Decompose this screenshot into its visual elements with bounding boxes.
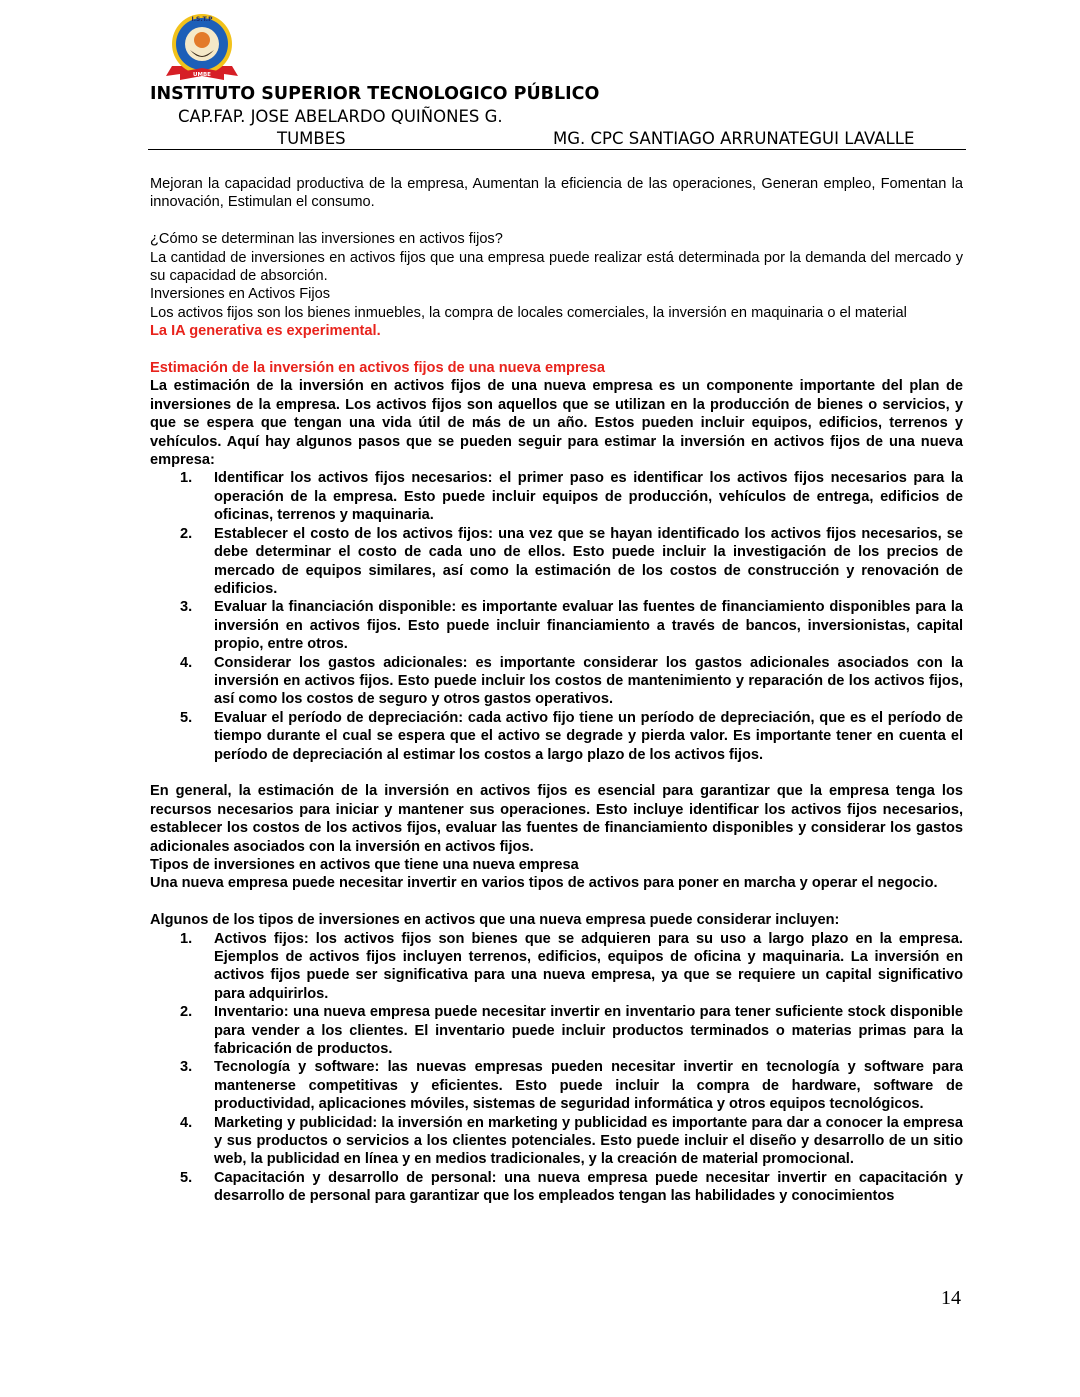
paragraph-benefits: Mejoran la capacidad productiva de la empresa, Aumentan la eficiencia de las operaciones, Generan empleo, Fomentan la innovación, Estimulan el consumo. <box>150 176 963 211</box>
institution-title: INSTITUTO SUPERIOR TECNOLOGICO PÚBLICO <box>150 84 600 104</box>
document-body <box>150 175 963 1206</box>
logo-top-text: I.S.T.P <box>191 16 213 23</box>
ai-disclaimer: La IA generativa es experimental. <box>150 323 381 340</box>
section-title: Estimación de la inversión en activos fijos de una nueva empresa <box>150 360 606 377</box>
institution-logo <box>166 10 238 84</box>
question-heading: ¿Cómo se determinan las inversiones en activos fijos? <box>150 231 503 248</box>
paragraph-intro: La estimación de la inversión en activos fijos de una nueva empresa es un componente importante del plan de inversiones de la empresa. Los activos fijos son aquellos que se utilizan en la producción de bienes o servicios, y que se espera que tengan una vida útil de más de un año. Estos pueden incluir equipos, edificios, terrenos y vehículos. Aquí hay algunos pasos que se pueden seguir para estimar la inversión en activos fijos de una nueva empresa: <box>150 378 963 469</box>
subheading-investment-types: Tipos de inversiones en activos que tiene una nueva empresa <box>150 856 579 873</box>
header-divider <box>148 149 966 150</box>
author-name: MG. CPC SANTIAGO ARRUNATEGUI LAVALLE <box>553 129 915 148</box>
institution-city: TUMBES <box>277 129 346 148</box>
paragraph-fixed-assets: Los activos fijos son los bienes inmuebles, la compra de locales comerciales, la inversión en maquinaria o el material <box>150 304 907 321</box>
list-item: 1. Activos fijos: los activos fijos son bienes que se adquieren para su uso a largo plazo en la empresa. Ejemplos de activos fijos incluyen terrenos, edificios, equipos de oficina y maquinaria. La inversión en activos fijos puede ser significativa para una nueva empresa, ya que se requiere un capital significativo para adquirirlos. <box>180 930 963 1002</box>
paragraph-new-business: Una nueva empresa puede necesitar invertir en varios tipos de activos para poner en marcha y operar el negocio. <box>150 875 938 892</box>
paragraph-determination: La cantidad de inversiones en activos fijos que una empresa puede realizar está determinada por la demanda del mercado y su capacidad de absorción. <box>150 249 963 285</box>
list-item: 3. Evaluar la financiación disponible: es importante evaluar las fuentes de financiamiento disponibles para la inversión en activos fijos. Esto puede incluir financiamiento a través de bancos, inversionistas, capital propio, entre otros. <box>180 599 963 653</box>
list-item: 4. Considerar los gastos adicionales: es importante considerar los gastos adicionales asociados con la inversión en activos fijos. Esto puede incluir los costos de mantenimiento y reparación de los activos fijos, así como los costos de seguro y otros gastos operativos. <box>180 654 963 708</box>
investment-types-list <box>150 930 963 1206</box>
list-item: 2. Inventario: una nueva empresa puede necesitar invertir en inventario para tener suficiente stock disponible para vender a los clientes. El inventario puede incluir productos terminados o materias primas para la fabricación de productos. <box>180 1004 963 1058</box>
institution-name: CAP.FAP. JOSE ABELARDO QUIÑONES G. <box>178 107 503 126</box>
list-item: 3. Tecnología y software: las nuevas empresas pueden necesitar invertir en tecnología y software para mantenerse competitivas y eficientes. Esto puede incluir la compra de hardware, software de productividad, aplicaciones móviles, sistemas de seguridad informática y otros equipos tecnológicos. <box>180 1059 963 1113</box>
list-item: 1. Identificar los activos fijos necesarios: el primer paso es identificar los activos fijos necesarios para la operación de la empresa. Esto puede incluir equipos de producción, vehículos de entrega, edificios de oficinas, terrenos y maquinaria. <box>180 470 963 524</box>
estimation-steps-list <box>150 469 963 764</box>
list-item: 4. Marketing y publicidad: la inversión en marketing y publicidad es importante para dar a conocer la empresa y sus productos o servicios a los clientes potenciales. Esto puede incluir el diseño y desarrollo de un sitio web, la publicidad en línea y en medios tradicionales, y la creación de material promocional. <box>180 1114 963 1168</box>
list-item: 5. Capacitación y desarrollo de personal: una nueva empresa puede necesitar invertir en capacitación y desarrollo de personal para garantizar que los empleados tengan las habilidades y conocimientos <box>180 1169 963 1205</box>
paragraph-summary: En general, la estimación de la inversión en activos fijos es esencial para garantizar que la empresa tenga los recursos necesarios para iniciar y mantener sus operaciones. Esto incluye identificar los activos fijos necesarios, establecer los costos de los activos fijos, evaluar las fuentes de financiamiento disponibles y considerar los gastos adicionales asociados con la inversión en activos fijos. <box>150 783 963 855</box>
logo-bottom-text: UMBE <box>193 72 211 78</box>
list-item: 5. Evaluar el período de depreciación: cada activo fijo tiene un período de depreciación, que es el período de tiempo durante el cual se espera que el activo se degrade y pierda valor. Es importante tener en cuenta el período de depreciación al estimar los costos a largo plazo de los activos fijos. <box>180 709 963 763</box>
page-number: 14 <box>941 1287 961 1309</box>
subheading-fixed-assets: Inversiones en Activos Fijos <box>150 286 331 303</box>
list-item: 2. Establecer el costo de los activos fijos: una vez que se hayan identificado los activos fijos necesarios, se debe determinar el costo de cada uno de ellos. Esto puede incluir la investigación de los precios de mercado de equipos similares, así como la estimación de los costos de construcción y renovación de edificios. <box>180 525 963 597</box>
paragraph-types-intro: Algunos de los tipos de inversiones en activos que una nueva empresa puede considerar incluyen: <box>150 912 840 929</box>
